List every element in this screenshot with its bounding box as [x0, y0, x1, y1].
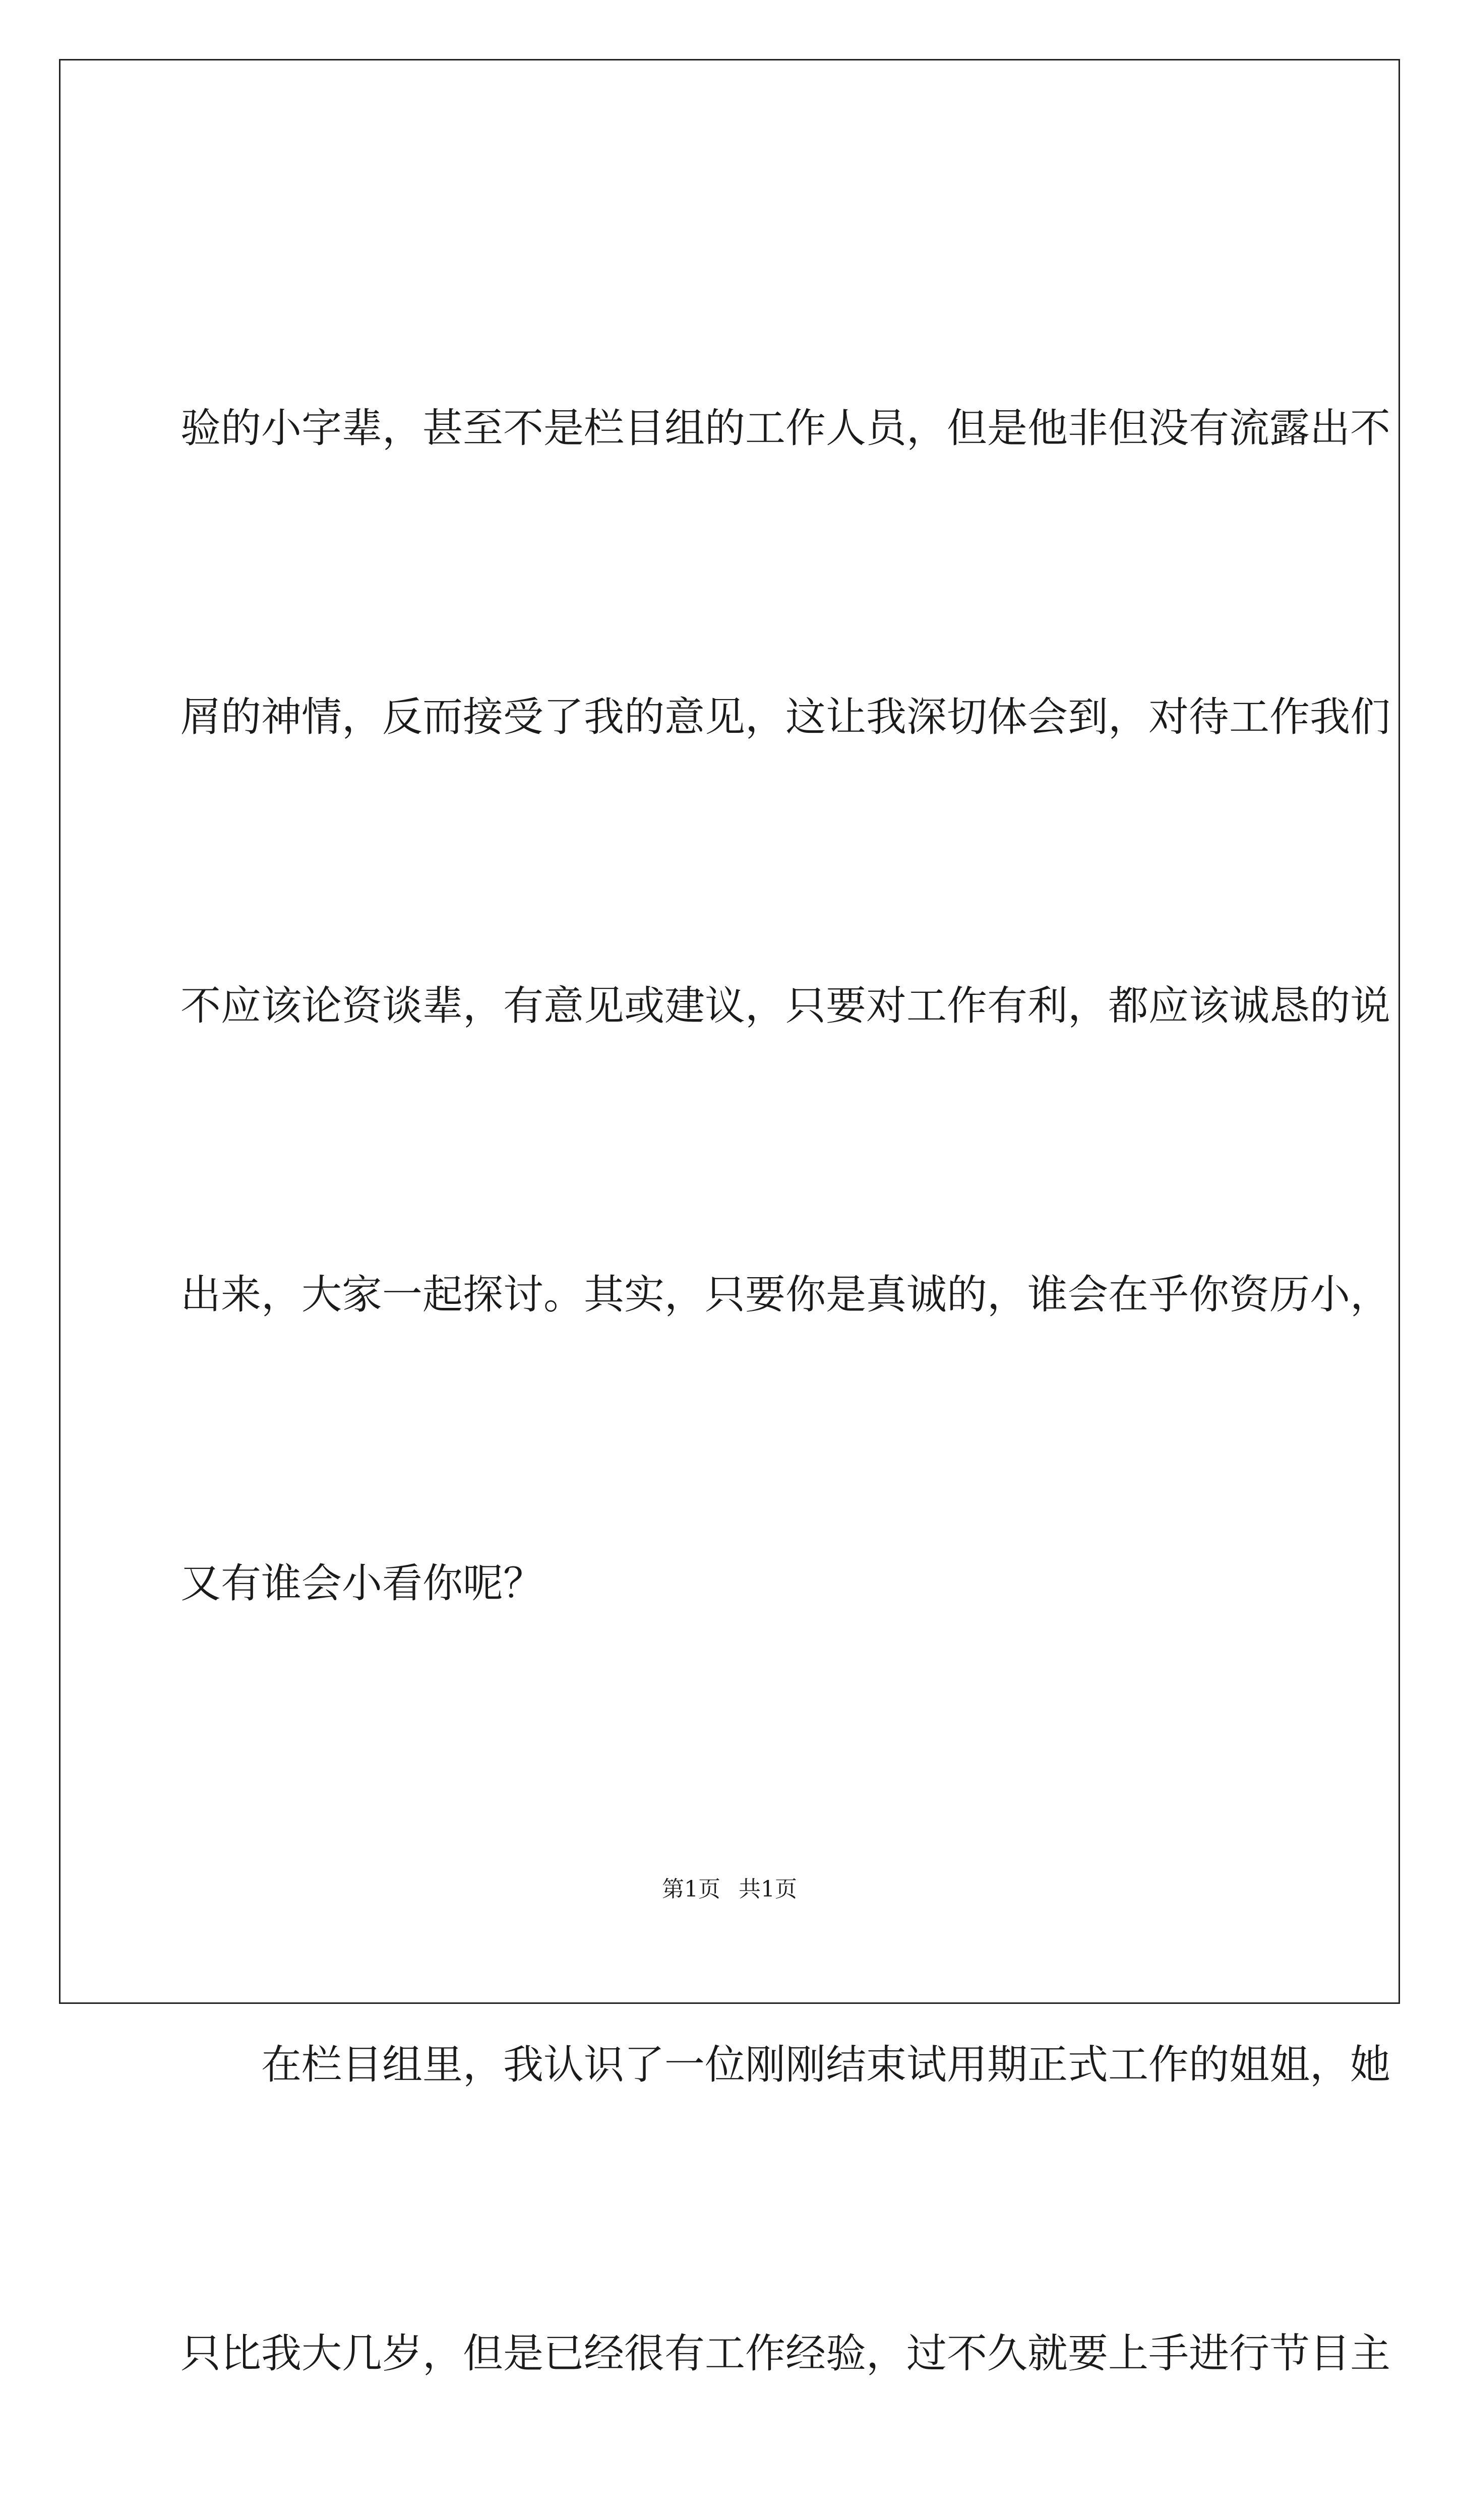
text-line: 出来，大家一起探讨。其实，只要你是真诚的，谁会在乎你资历小，	[180, 1271, 1390, 1318]
text-line: 在栏目组里，我认识了一位刚刚结束试用期正式工作的姐姐，她	[180, 2041, 1390, 2088]
text-line: 屑的神情，反而接受了我的意见，这让我深切体会到，对待工作我们	[180, 694, 1390, 740]
paragraph	[180, 187, 1390, 1824]
page-number: 第1页	[662, 1876, 720, 1902]
paragraph	[180, 1824, 1390, 2520]
text-line: 验的小字辈，甚至不是栏目组的工作人员，但是他非但没有流露出不	[180, 405, 1390, 452]
page-footer	[0, 1875, 1459, 1904]
text-line: 不应该论资谈辈，有意见或建议，只要对工作有利，都应该诚恳的说	[180, 982, 1390, 1029]
document-body	[180, 187, 1390, 2520]
page-total: 共1页	[739, 1876, 797, 1902]
text-line: 只比我大几岁，但是已经很有工作经验，过不久就要上手进行节目主	[180, 2330, 1390, 2377]
text-line: 又有谁会小看你呢？	[180, 1560, 543, 1607]
